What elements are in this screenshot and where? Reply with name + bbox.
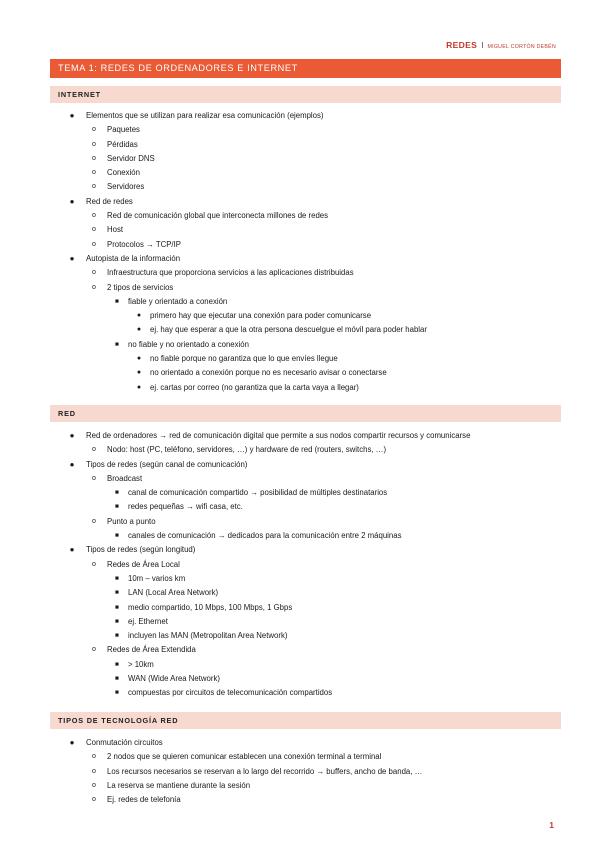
list-item-text: Paquetes bbox=[107, 125, 140, 135]
list-item-text: fiable y orientado a conexión bbox=[128, 296, 228, 306]
list-item-text: 10m – varios km bbox=[128, 573, 186, 583]
list-item-text: Redes de Área Local bbox=[107, 559, 180, 569]
list-item-text: Servidor DNS bbox=[107, 153, 155, 163]
list-item bbox=[0, 266, 599, 280]
bullet-icon: ● bbox=[69, 738, 75, 747]
list-item-text: no orientado a conexión porque no es necesario avisar o conectarse bbox=[150, 368, 387, 378]
bullet-icon: o bbox=[92, 154, 96, 162]
list-item-text: LAN (Local Area Network) bbox=[128, 588, 219, 598]
bullet-icon: ● bbox=[136, 369, 142, 377]
section-heading-internet: INTERNET bbox=[50, 86, 561, 103]
list-item bbox=[0, 338, 599, 352]
list-item-text: Tipos de redes (según longitud) bbox=[86, 545, 196, 555]
list-item bbox=[0, 458, 599, 472]
bullet-icon: ■ bbox=[115, 632, 119, 640]
list-item bbox=[0, 323, 599, 337]
list-item bbox=[0, 529, 599, 543]
bullet-icon: ● bbox=[69, 545, 75, 555]
list-item-text: Conmutación circuitos bbox=[86, 738, 163, 747]
bullet-icon: ■ bbox=[115, 503, 119, 511]
bullet-icon: o bbox=[92, 183, 96, 191]
section-heading-tipos-tecnologia: TIPOS DE TECNOLOGÍA RED bbox=[50, 712, 561, 729]
section-heading-red: RED bbox=[50, 405, 561, 422]
bullet-icon: ■ bbox=[115, 617, 119, 625]
list-item bbox=[0, 152, 599, 166]
list-item bbox=[0, 486, 599, 500]
bullet-icon: ● bbox=[136, 326, 142, 334]
section-list-red bbox=[0, 429, 599, 701]
bullet-icon: o bbox=[92, 767, 96, 775]
bullet-icon: ● bbox=[136, 312, 142, 320]
list-item-text: > 10km bbox=[128, 659, 154, 669]
list-item-text: Ej. redes de telefonía bbox=[107, 795, 181, 805]
list-item-text: Protocolos → TCP/IP bbox=[107, 239, 181, 249]
bullet-icon: o bbox=[92, 169, 96, 177]
bullet-icon: ■ bbox=[115, 574, 119, 582]
header-author: MIGUEL CORTÓN DEBÉN bbox=[487, 44, 556, 50]
list-item bbox=[0, 750, 599, 764]
list-item bbox=[0, 472, 599, 486]
bullet-icon: ● bbox=[69, 459, 75, 469]
list-item-text: ej. Ethernet bbox=[128, 616, 168, 626]
list-item-text: La reserva se mantiene durante la sesión bbox=[107, 780, 251, 790]
bullet-icon: o bbox=[92, 212, 96, 220]
bullet-icon: o bbox=[92, 446, 96, 454]
list-item-text: no fiable porque no garantiza que lo que envíes llegue bbox=[150, 354, 338, 364]
list-item-text: Red de redes bbox=[86, 196, 133, 206]
list-item-text: Infraestructura que proporciona servicios a las aplicaciones distribuidas bbox=[107, 268, 354, 278]
bullet-icon: ● bbox=[69, 111, 75, 120]
section-list-internet bbox=[0, 109, 599, 395]
list-item-text: Tipos de redes (según canal de comunicación) bbox=[86, 459, 248, 469]
list-item bbox=[0, 352, 599, 366]
list-item-text: primero hay que ejecutar una conexión para poder comunicarse bbox=[150, 311, 372, 321]
bullet-icon: ● bbox=[136, 383, 142, 391]
list-item bbox=[0, 138, 599, 152]
list-item bbox=[0, 515, 599, 529]
list-item-text: Red de ordenadores → red de comunicación digital que permite a sus nodos compartir recursos y comunicarse bbox=[86, 431, 471, 440]
bullet-icon: o bbox=[92, 140, 96, 148]
page-number: 1 bbox=[549, 820, 554, 830]
list-item bbox=[0, 543, 599, 557]
bullet-icon: ■ bbox=[115, 603, 119, 611]
list-item bbox=[0, 209, 599, 223]
bullet-icon: o bbox=[92, 283, 96, 291]
list-item bbox=[0, 295, 599, 309]
list-item bbox=[0, 366, 599, 380]
list-item-text: Host bbox=[107, 225, 124, 235]
list-item-text: Elementos que se utilizan para realizar esa comunicación (ejemplos) bbox=[86, 111, 324, 120]
list-item bbox=[0, 615, 599, 629]
list-item-text: Nodo: host (PC, teléfono, servidores, …) y hardware de red (routers, switchs, …) bbox=[107, 445, 387, 455]
list-item bbox=[0, 736, 599, 750]
bullet-icon: ● bbox=[69, 196, 75, 206]
list-item bbox=[0, 281, 599, 295]
header-title: REDES bbox=[446, 40, 478, 50]
list-item bbox=[0, 672, 599, 686]
bullet-icon: ■ bbox=[115, 489, 119, 497]
bullet-icon: o bbox=[92, 226, 96, 234]
list-item bbox=[0, 123, 599, 137]
list-item bbox=[0, 558, 599, 572]
list-item-text: Los recursos necesarios se reservan a lo largo del recorrido → buffers, ancho de banda, … bbox=[107, 766, 423, 776]
bullet-icon: o bbox=[92, 753, 96, 761]
list-item bbox=[0, 658, 599, 672]
list-item-text: no fiable y no orientado a conexión bbox=[128, 339, 249, 349]
list-item bbox=[0, 793, 599, 807]
bullet-icon: ■ bbox=[115, 340, 119, 348]
bullet-icon: o bbox=[92, 560, 96, 568]
list-item bbox=[0, 109, 599, 123]
list-item bbox=[0, 443, 599, 457]
list-item bbox=[0, 429, 599, 443]
bullet-icon: ● bbox=[136, 355, 142, 363]
bullet-icon: ■ bbox=[115, 675, 119, 683]
header-separator: I bbox=[481, 41, 484, 50]
list-item bbox=[0, 601, 599, 615]
list-item bbox=[0, 779, 599, 793]
page-header bbox=[446, 40, 556, 50]
list-item-text: Pérdidas bbox=[107, 139, 138, 149]
bullet-icon: ● bbox=[69, 253, 75, 263]
bullet-icon: ■ bbox=[115, 660, 119, 668]
list-item-text: redes pequeñas → wifi casa, etc. bbox=[128, 502, 243, 512]
bullet-icon: o bbox=[92, 646, 96, 654]
section-list-tipos-tecnologia bbox=[0, 736, 599, 807]
bullet-icon: ● bbox=[69, 431, 75, 440]
list-item bbox=[0, 166, 599, 180]
list-item-text: ej. hay que esperar a que la otra persona descuelgue el móvil para poder hablar bbox=[150, 325, 427, 335]
bullet-icon: o bbox=[92, 474, 96, 482]
bullet-icon: o bbox=[92, 517, 96, 525]
list-item-text: compuestas por circuitos de telecomunicación compartidos bbox=[128, 688, 333, 698]
list-item bbox=[0, 586, 599, 600]
list-item-text: Red de comunicación global que interconecta millones de redes bbox=[107, 211, 329, 221]
list-item-text: medio compartido, 10 Mbps, 100 Mbps, 1 Gbps bbox=[128, 602, 293, 612]
list-item-text: WAN (Wide Area Network) bbox=[128, 674, 220, 684]
list-item bbox=[0, 309, 599, 323]
list-item-text: Servidores bbox=[107, 182, 145, 192]
list-item-text: Broadcast bbox=[107, 473, 143, 483]
bullet-icon: o bbox=[92, 796, 96, 804]
topic-title: TEMA 1: REDES DE ORDENADORES E INTERNET bbox=[50, 59, 561, 78]
list-item bbox=[0, 629, 599, 643]
list-item bbox=[0, 195, 599, 209]
list-item bbox=[0, 252, 599, 266]
list-item-text: Autopista de la información bbox=[86, 253, 181, 263]
list-item-text: Punto a punto bbox=[107, 516, 156, 526]
list-item bbox=[0, 238, 599, 252]
bullet-icon: o bbox=[92, 240, 96, 248]
bullet-icon: ■ bbox=[115, 589, 119, 597]
list-item-text: canal de comunicación compartido → posibilidad de múltiples destinatarios bbox=[128, 488, 388, 498]
bullet-icon: ■ bbox=[115, 689, 119, 697]
list-item bbox=[0, 500, 599, 514]
list-item bbox=[0, 381, 599, 395]
bullet-icon: o bbox=[92, 269, 96, 277]
bullet-icon: ■ bbox=[115, 532, 119, 540]
list-item-text: incluyen las MAN (Metropolitan Area Network) bbox=[128, 631, 288, 641]
list-item bbox=[0, 765, 599, 779]
list-item-text: 2 nodos que se quieren comunicar establecen una conexión terminal a terminal bbox=[107, 752, 382, 762]
list-item bbox=[0, 686, 599, 700]
list-item-text: Conexión bbox=[107, 168, 140, 178]
list-item bbox=[0, 223, 599, 237]
list-item bbox=[0, 180, 599, 194]
list-item-text: Redes de Área Extendida bbox=[107, 645, 196, 655]
list-item bbox=[0, 643, 599, 657]
list-item bbox=[0, 572, 599, 586]
bullet-icon: o bbox=[92, 126, 96, 134]
bullet-icon: o bbox=[92, 781, 96, 789]
bullet-icon: ■ bbox=[115, 297, 119, 305]
list-item-text: canales de comunicación → dedicados para la comunicación entre 2 máquinas bbox=[128, 531, 402, 541]
list-item-text: ej. cartas por correo (no garantiza que la carta vaya a llegar) bbox=[150, 382, 359, 392]
list-item-text: 2 tipos de servicios bbox=[107, 282, 174, 292]
